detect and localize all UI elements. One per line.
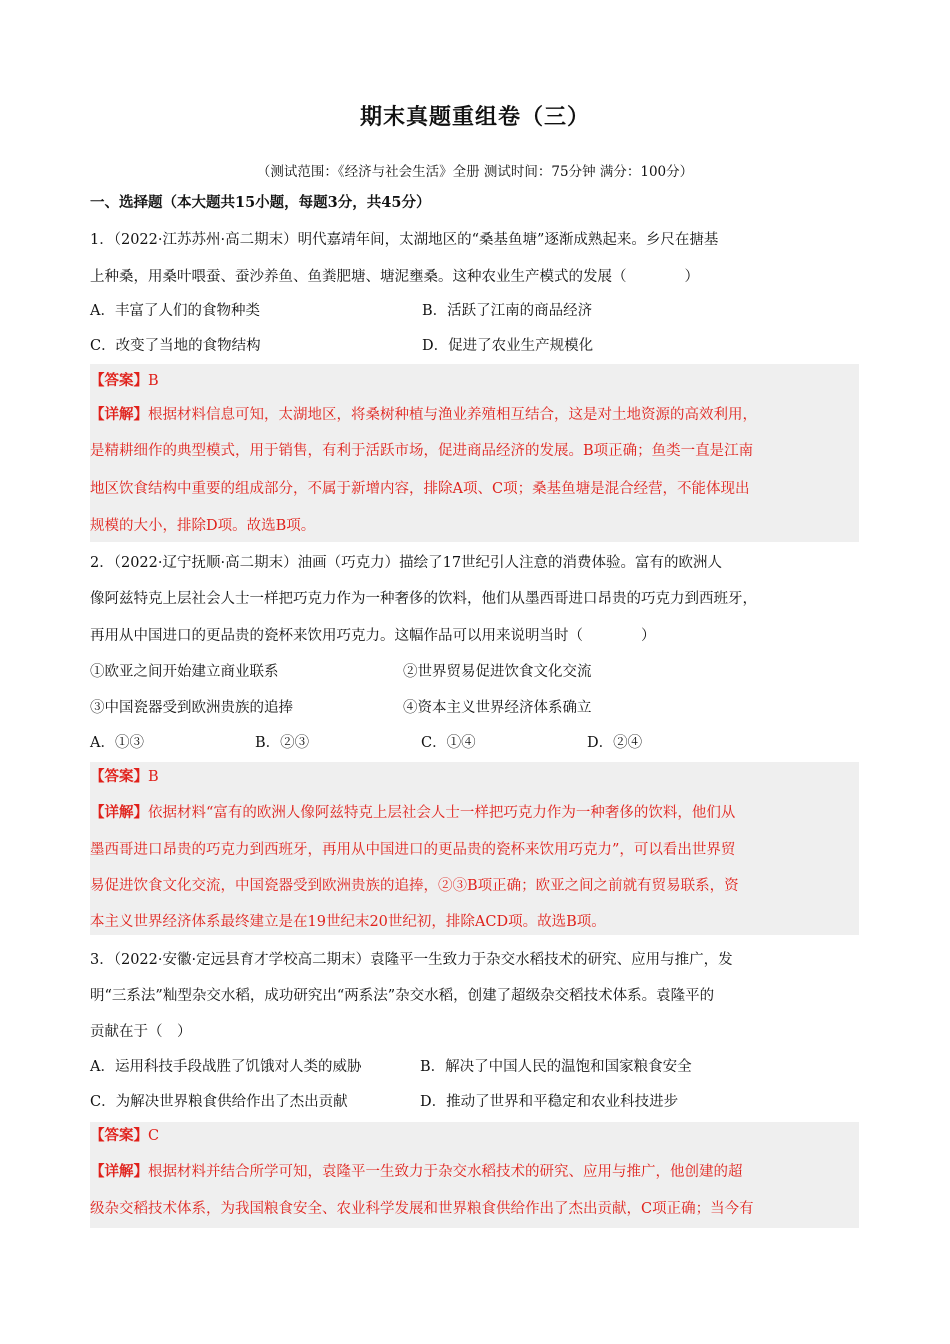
q2-detail-text-1: 依据材料“富有的欧洲人像阿兹特克上层社会人士一样把巧克力作为一种奢侈的饮料，他们从 bbox=[148, 805, 736, 821]
document-subtitle: （测试范围：《经济与社会生活》全册 测试时间：75分钟 满分：100分） bbox=[256, 164, 694, 180]
q3-stem-line-1: 3．（2022·安徽·定远县育才学校高二期末）袁隆平一生致力于杂交水稻技术的研究、应用与推广，发 bbox=[90, 952, 733, 968]
q2-option-c: C．①④ bbox=[421, 735, 476, 751]
q2-statement-3: ③中国瓷器受到欧洲贵族的追捧 bbox=[90, 700, 293, 716]
q1-detail-text-1: 根据材料信息可知，太湖地区，将桑树种植与渔业养殖相互结合，这是对土地资源的高效利用， bbox=[148, 407, 757, 423]
q2-statement-1: ①欧亚之间开始建立商业联系 bbox=[90, 664, 279, 680]
q2-stem-line-1: 2．（2022·辽宁抚顺·高二期末）油画（巧克力）描绘了17世纪引人注意的消费体验。富有的欧洲人 bbox=[90, 555, 723, 571]
q1-answer bbox=[90, 371, 159, 391]
q1-answer-tag: 【答案】 bbox=[90, 372, 148, 389]
q3-detail-line-1 bbox=[90, 1162, 743, 1182]
q2-answer-value: B bbox=[148, 769, 159, 785]
q2-detail-line-2: 墨西哥进口昂贵的巧克力到西班牙，再用从中国进口的更品贵的瓷杯来饮用巧克力”，可以看出世界贸 bbox=[90, 842, 736, 858]
q1-stem-line-2: 上种桑，用桑叶喂蚕、蚕沙养鱼、鱼粪肥塘、塘泥壅桑。这种农业生产模式的发展（ ） bbox=[90, 269, 699, 285]
q2-statement-2: ②世界贸易促进饮食文化交流 bbox=[403, 664, 592, 680]
q2-option-a: A．①③ bbox=[90, 735, 144, 751]
q3-detail-line-2: 级杂交稻技术体系，为我国粮食安全、农业科学发展和世界粮食供给作出了杰出贡献，C项正确；当今有 bbox=[90, 1201, 754, 1217]
q1-detail-line-4: 规模的大小，排除D项。故选B项。 bbox=[90, 518, 316, 534]
q1-option-a: A．丰富了人们的食物种类 bbox=[90, 303, 260, 319]
q1-detail-line-2: 是精耕细作的典型模式，用于销售，有利于活跃市场，促进商品经济的发展。B项正确；鱼类一直是江南 bbox=[90, 443, 754, 459]
q2-stem-line-2: 像阿兹特克上层社会人士一样把巧克力作为一种奢侈的饮料，他们从墨西哥进口昂贵的巧克力到西班牙， bbox=[90, 591, 757, 607]
q3-answer-tag: 【答案】 bbox=[90, 1127, 148, 1144]
section-heading: 一、选择题（本大题共15小题，每题3分，共45分） bbox=[90, 194, 431, 211]
q3-answer bbox=[90, 1126, 159, 1146]
q3-answer-value: C bbox=[148, 1128, 160, 1144]
q2-answer-tag: 【答案】 bbox=[90, 768, 148, 785]
q3-option-a: A．运用科技手段战胜了饥饿对人类的威胁 bbox=[90, 1059, 362, 1075]
q1-option-c: C．改变了当地的食物结构 bbox=[90, 338, 261, 354]
q2-option-b: B．②③ bbox=[255, 735, 310, 751]
q2-option-d: D．②④ bbox=[587, 735, 643, 751]
q1-detail-tag: 【详解】 bbox=[90, 406, 148, 423]
q1-option-b: B．活跃了江南的商品经济 bbox=[422, 303, 593, 319]
q3-stem-line-3: 贡献在于（ ） bbox=[90, 1024, 192, 1040]
document-title: 期末真题重组卷（三） bbox=[359, 104, 590, 130]
q2-detail-line-3: 易促进饮食文化交流，中国瓷器受到欧洲贵族的追捧，②③B项正确；欧亚之间之前就有贸易联系，资 bbox=[90, 878, 739, 894]
q1-answer-value: B bbox=[148, 373, 159, 389]
q2-detail-line-4: 本主义世界经济体系最终建立是在19世纪末20世纪初，排除ACD项。故选B项。 bbox=[90, 914, 606, 930]
q1-detail-line-3: 地区饮食结构中重要的组成部分，不属于新增内容，排除A项、C项；桑基鱼塘是混合经营，不能体现出 bbox=[90, 481, 750, 497]
q1-detail-line-1 bbox=[90, 405, 757, 425]
q1-option-d: D．促进了农业生产规模化 bbox=[422, 338, 594, 354]
q2-stem-line-3: 再用从中国进口的更品贵的瓷杯来饮用巧克力。这幅作品可以用来说明当时（ ） bbox=[90, 628, 656, 644]
q2-statement-4: ④资本主义世界经济体系确立 bbox=[403, 700, 592, 716]
q2-detail-line-1 bbox=[90, 803, 735, 823]
q3-stem-line-2: 明“三系法”籼型杂交水稻，成功研究出“两系法”杂交水稻，创建了超级杂交稻技术体系。袁隆平的 bbox=[90, 988, 715, 1004]
q3-detail-tag: 【详解】 bbox=[90, 1163, 148, 1180]
q3-option-d: D．推动了世界和平稳定和农业科技进步 bbox=[420, 1094, 679, 1110]
q3-option-b: B．解决了中国人民的温饱和国家粮食安全 bbox=[420, 1059, 692, 1075]
q3-detail-text-1: 根据材料并结合所学可知，袁隆平一生致力于杂交水稻技术的研究、应用与推广，他创建的超 bbox=[148, 1164, 743, 1180]
q2-detail-tag: 【详解】 bbox=[90, 804, 148, 821]
q1-stem-line-1: 1．（2022·江苏苏州·高二期末）明代嘉靖年间，太湖地区的“桑基鱼塘”逐渐成熟起来。乡尺在搪基 bbox=[90, 232, 719, 248]
q2-answer bbox=[90, 767, 159, 787]
q3-option-c: C．为解决世界粮食供给作出了杰出贡献 bbox=[90, 1094, 348, 1110]
